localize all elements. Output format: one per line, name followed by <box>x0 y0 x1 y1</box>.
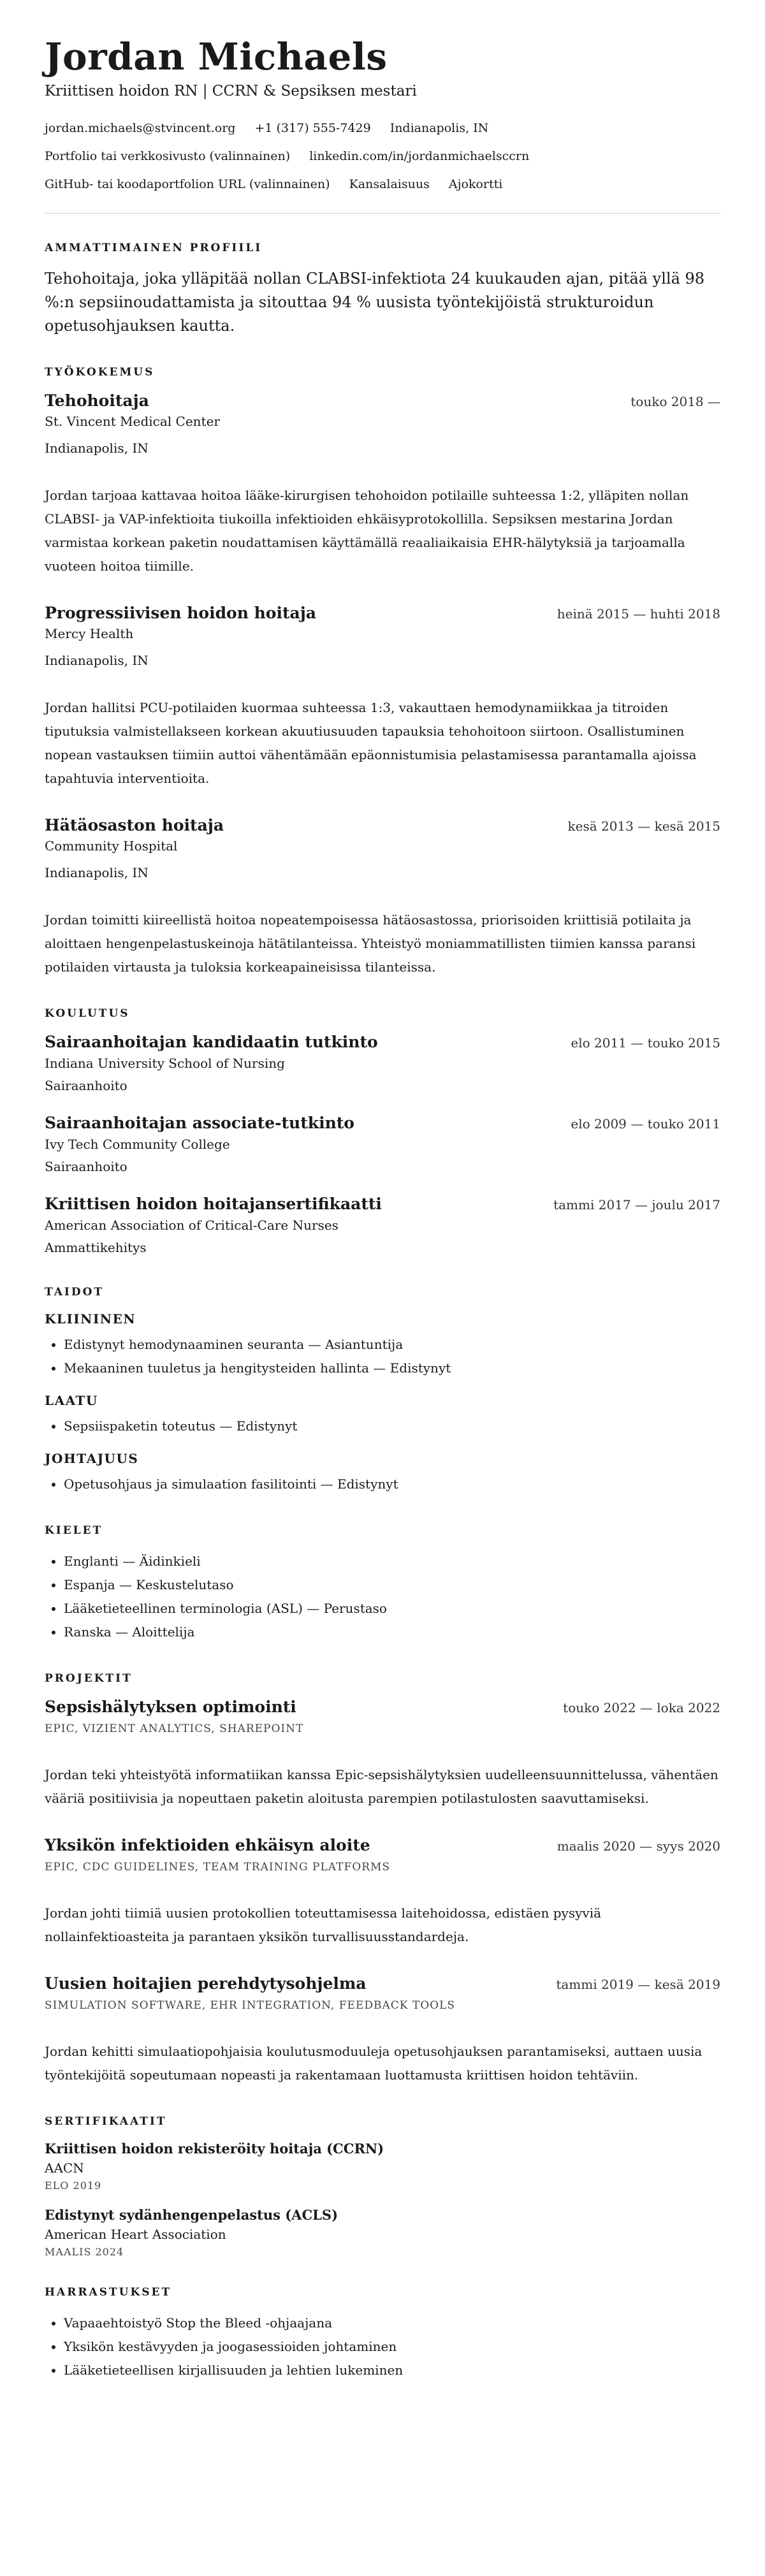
profile-summary: Tehohoitaja, joka ylläpitää nollan CLABSI-infektiota 24 kuukauden ajan, pitää yllä 98 %:n sepsiinoudattamista ja sitouttaa 94 % uusista työntekijöistä strukturoidun opetusohjauksen kautta. <box>45 269 705 335</box>
project-title: Uusien hoitajien perehdytysohjelma <box>45 1974 367 1993</box>
language-item: • Ranska — Aloittelija <box>64 1620 720 1644</box>
section-title-education: KOULUTUS <box>45 1007 130 1021</box>
skill-category-title: JOHTAJUUS <box>45 1451 139 1467</box>
language-item: • Englanti — Äidinkieli <box>64 1550 720 1573</box>
header-divider <box>45 213 720 214</box>
email-link[interactable]: jordan.michaels@stvincent.org <box>45 120 236 135</box>
certification-issuer: American Heart Association <box>45 2227 226 2243</box>
job-location: Indianapolis, IN <box>45 653 149 669</box>
drivers-license-text: Ajokortti <box>448 177 503 191</box>
hobby-item: • Lääketieteellisen kirjallisuuden ja lehtien lukeminen <box>64 2359 720 2382</box>
skill-list <box>45 1333 720 1380</box>
skill-item: • Sepsiispaketin toteutus — Edistynyt <box>64 1415 720 1438</box>
education-section <box>45 1007 720 1258</box>
section-title-experience: TYÖKOKEMUS <box>45 366 155 379</box>
certification-date: MAALIS 2024 <box>45 2246 124 2259</box>
languages-section <box>45 1524 720 1644</box>
experience-entry <box>45 391 720 578</box>
job-title: Hätäosaston hoitaja <box>45 816 224 835</box>
project-tech: SIMULATION SOFTWARE, EHR INTEGRATION, FEEDBACK TOOLS <box>45 1999 456 2012</box>
project-dates: tammi 2019 — kesä 2019 <box>556 1977 720 1993</box>
employer-name: Community Hospital <box>45 838 178 854</box>
job-description: Jordan toimitti kiireellistä hoitoa nopeatempoisessa hätäosastossa, priorisoiden kriittisiä potilaita ja aloittaen hengenpelastuskeinoja hätätilanteissa. Yhteistyö moniammatillisten tiimien kanssa paransi potilaiden virtausta ja tuloksia korkeapaineisissa tilanteissa. <box>45 912 696 975</box>
project-tech: EPIC, VIZIENT ANALYTICS, SHAREPOINT <box>45 1722 304 1736</box>
contact-row-primary <box>45 121 720 135</box>
experience-entry <box>45 604 720 790</box>
language-list <box>45 1550 720 1644</box>
job-title: Progressiivisen hoidon hoitaja <box>45 604 316 623</box>
field-of-study: Sairaanhoito <box>45 1078 127 1094</box>
education-entry <box>45 1033 720 1096</box>
profile-section <box>45 242 720 338</box>
skills-section <box>45 1286 720 1496</box>
project-entry <box>45 1974 720 2087</box>
candidate-headline: Kriittisen hoidon RN | CCRN & Sepsiksen mestari <box>45 82 417 99</box>
projects-section <box>45 1672 720 2087</box>
skill-category-title: KLIININEN <box>45 1311 136 1327</box>
section-title-languages: KIELET <box>45 1524 103 1538</box>
job-location: Indianapolis, IN <box>45 865 149 881</box>
certification-issuer: AACN <box>45 2160 84 2176</box>
hobby-item: • Yksikön kestävyyden ja joogasessioiden johtaminen <box>64 2335 720 2359</box>
phone-number[interactable]: +1 (317) 555-7429 <box>254 120 371 135</box>
section-title-hobbies: HARRASTUKSET <box>45 2286 172 2299</box>
experience-entry <box>45 816 720 979</box>
certification-name: Kriittisen hoidon rekisteröity hoitaja (CCRN) <box>45 2141 384 2157</box>
project-dates: touko 2022 — loka 2022 <box>563 1700 720 1716</box>
section-title-skills: TAIDOT <box>45 1286 105 1299</box>
field-of-study: Ammattikehitys <box>45 1240 147 1256</box>
project-entry <box>45 1698 720 1810</box>
location-text: Indianapolis, IN <box>390 120 489 135</box>
hobby-item: • Vapaaehtoistyö Stop the Bleed -ohjaajana <box>64 2311 720 2335</box>
skill-list <box>45 1415 720 1438</box>
contact-row-links <box>45 149 720 163</box>
project-description: Jordan johti tiimiä uusien protokollien toteuttamisessa laitehoidossa, edistäen pysyviä nollainfektioasteita ja parantaen yksikön turvallisuusstandardeja. <box>45 1905 602 1945</box>
candidate-name: Jordan Michaels <box>45 35 388 78</box>
certification-entry <box>45 2207 720 2258</box>
project-description: Jordan teki yhteistyötä informatiikan kanssa Epic-sepsishälytyksien uudelleensuunnittelussa, vähentäen vääriä positiivisia ja nopeuttaen paketin aloitusta parempien potilastulosten saavuttamiseksi. <box>45 1767 718 1807</box>
job-title: Tehohoitaja <box>45 391 149 411</box>
section-title-projects: PROJEKTIT <box>45 1672 133 1685</box>
certifications-section <box>45 2115 720 2258</box>
job-description: Jordan hallitsi PCU-potilaiden kuormaa suhteessa 1:3, vakauttaen hemodynamiikkaa ja titroiden tiputuksia valmistellakseen korkean akuutiusuuden tapauksia tehohoitoon siirtoon. Osallistuminen nopean vastauksen tiimiin auttoi vähentämään epäonnistumisia pelastamisessa parantamalla ajoissa tapahtuvia interventioita. <box>45 700 697 787</box>
project-title: Yksikön infektioiden ehkäisyn aloite <box>45 1836 370 1855</box>
hobby-list <box>45 2311 720 2382</box>
citizenship-text: Kansalaisuus <box>349 177 430 191</box>
language-item: • Espanja — Keskustelutaso <box>64 1573 720 1597</box>
skill-list <box>45 1473 720 1496</box>
github-link[interactable]: GitHub- tai koodaportfolion URL (valinnainen) <box>45 177 330 191</box>
job-dates: touko 2018 — <box>630 394 720 410</box>
project-description: Jordan kehitti simulaatiopohjaisia koulutusmoduuleja opetusohjauksen parantamiseksi, auttaen uusia työntekijöitä sopeutumaan nopeasti ja rakentamaan luottamusta kriittisen hoidon tehtäviin. <box>45 2044 703 2083</box>
skill-category-title: LAATU <box>45 1393 98 1409</box>
skill-item: • Mekaaninen tuuletus ja hengitysteiden hallinta — Edistynyt <box>64 1357 720 1380</box>
degree-title: Kriittisen hoidon hoitajansertifikaatti <box>45 1195 382 1214</box>
experience-section <box>45 366 720 979</box>
field-of-study: Sairaanhoito <box>45 1159 127 1175</box>
skill-item: • Edistynyt hemodynaaminen seuranta — Asiantuntija <box>64 1333 720 1357</box>
education-dates: elo 2009 — touko 2011 <box>571 1116 720 1132</box>
degree-title: Sairaanhoitajan associate-tutkinto <box>45 1114 354 1133</box>
degree-title: Sairaanhoitajan kandidaatin tutkinto <box>45 1033 378 1052</box>
school-name: Ivy Tech Community College <box>45 1137 230 1153</box>
job-dates: kesä 2013 — kesä 2015 <box>567 819 720 834</box>
job-dates: heinä 2015 — huhti 2018 <box>557 606 720 622</box>
section-title-profile: AMMATTIMAINEN PROFIILI <box>45 241 263 254</box>
project-dates: maalis 2020 — syys 2020 <box>557 1838 720 1854</box>
hobbies-section <box>45 2286 720 2382</box>
school-name: Indiana University School of Nursing <box>45 1056 285 1072</box>
education-dates: tammi 2017 — joulu 2017 <box>553 1197 720 1213</box>
section-title-certifications: SERTIFIKAATIT <box>45 2115 167 2128</box>
education-dates: elo 2011 — touko 2015 <box>571 1035 720 1051</box>
school-name: American Association of Critical-Care Nurses <box>45 1218 339 1233</box>
linkedin-link[interactable]: linkedin.com/in/jordanmichaelsccrn <box>309 149 530 163</box>
project-tech: EPIC, CDC GUIDELINES, TEAM TRAINING PLATFORMS <box>45 1861 391 1874</box>
project-entry <box>45 1836 720 1949</box>
contact-row-extra <box>45 177 720 191</box>
certification-date: ELO 2019 <box>45 2179 102 2192</box>
skill-item: • Opetusohjaus ja simulaation fasilitointi — Edistynyt <box>64 1473 720 1496</box>
project-title: Sepsishälytyksen optimointi <box>45 1698 296 1717</box>
employer-name: Mercy Health <box>45 626 134 642</box>
certification-entry <box>45 2141 720 2192</box>
certification-name: Edistynyt sydänhengenpelastus (ACLS) <box>45 2207 339 2223</box>
education-entry <box>45 1114 720 1177</box>
education-entry <box>45 1195 720 1258</box>
employer-name: St. Vincent Medical Center <box>45 414 220 430</box>
portfolio-link[interactable]: Portfolio tai verkkosivusto (valinnainen) <box>45 149 291 163</box>
resume-header <box>45 37 720 191</box>
job-location: Indianapolis, IN <box>45 440 149 456</box>
language-item: • Lääketieteellinen terminologia (ASL) — Perustaso <box>64 1597 720 1620</box>
job-description: Jordan tarjoaa kattavaa hoitoa lääke-kirurgisen tehohoidon potilaille suhteessa 1:2, ylläpiten nollan CLABSI- ja VAP-infektioita tiukoilla infektioiden ehkäisyprotokollilla. Sepsiksen mestarina Jordan varmistaa korkean paketin noudattamisen käyttämällä reaaliaikaisia EHR-hälytyksiä ja tarjoamalla vuoteen hoitoa tiimille. <box>45 488 689 574</box>
